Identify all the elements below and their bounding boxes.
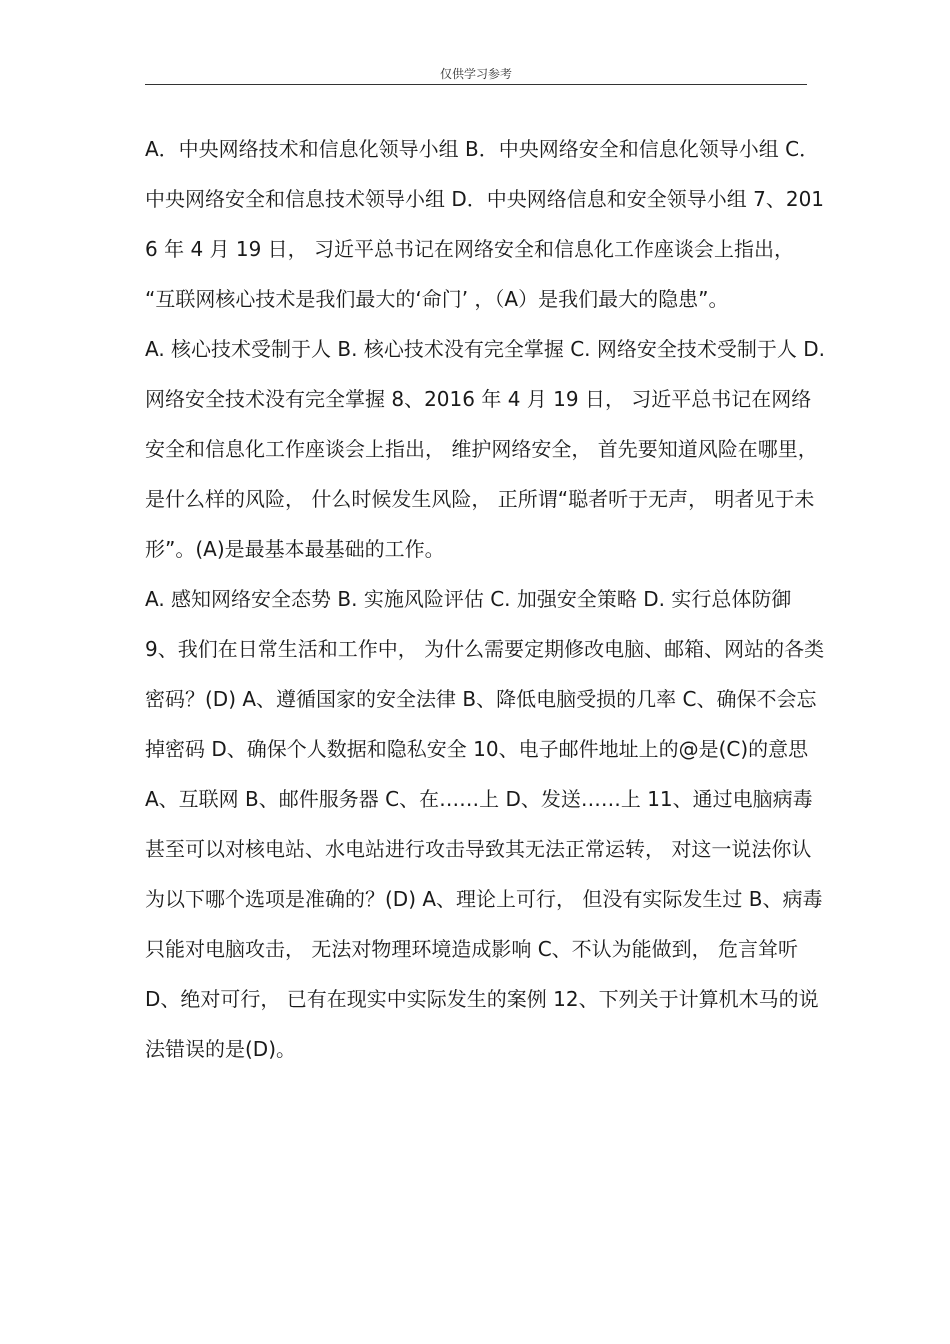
document-body [145,124,825,1074]
paragraph-question-7: A．中央网络技术和信息化领导小组 B．中央网络安全和信息化领导小组 C．中央网络安全和信息技术领导小组 D．中央网络信息和安全领导小组 7、2016 年 4 月 19 日， 习近平总书记在网络安全和信息化工作座谈会上指出， “互联网核心技术是我们最大的‘命门’ ，（A）是我们最大的隐患”。 [145,137,825,311]
paragraph-question-8: A. 核心技术受制于人 B. 核心技术没有完全掌握 C. 网络安全技术受制于人 D. 网络安全技术没有完全掌握 8、2016 年 4 月 19 日， 习近平总书记在网络安全和信息化工作座谈会上指出， 维护网络安全， 首先要知道风险在哪里， 是什么样的风险， 什么时候发生风险， 正所谓“聪者听于无声， 明者见于未形”。(A)是最基本最基础的工作。 [145,337,825,561]
paragraph-questions-9-12: A. 感知网络安全态势 B. 实施风险评估 C. 加强安全策略 D. 实行总体防御 9、我们在日常生活和工作中， 为什么需要定期修改电脑、邮箱、网站的各类密码？(D) A、遵循国家的安全法律 B、降低电脑受损的几率 C、确保不会忘掉密码 D、确保个人数据和隐私安全 10、电子邮件地址上的@是(C)的意思 A、互联网 B、邮件服务器 C、在……上 D、发送……上 11、通过电脑病毒甚至可以对核电站、水电站进行攻击导致其无法正常运转， 对这一说法你认为以下哪个选项是准确的？(D) A、理论上可行， 但没有实际发生过 B、病毒只能对电脑攻击， 无法对物理环境造成影响 C、不认为能做到， 危言耸听 D、绝对可行， 已有在现实中实际发生的案例 12、下列关于计算机木马的说法错误的是(D)。 [145,587,825,1061]
page-header: 仅供学习参考 [145,64,807,85]
